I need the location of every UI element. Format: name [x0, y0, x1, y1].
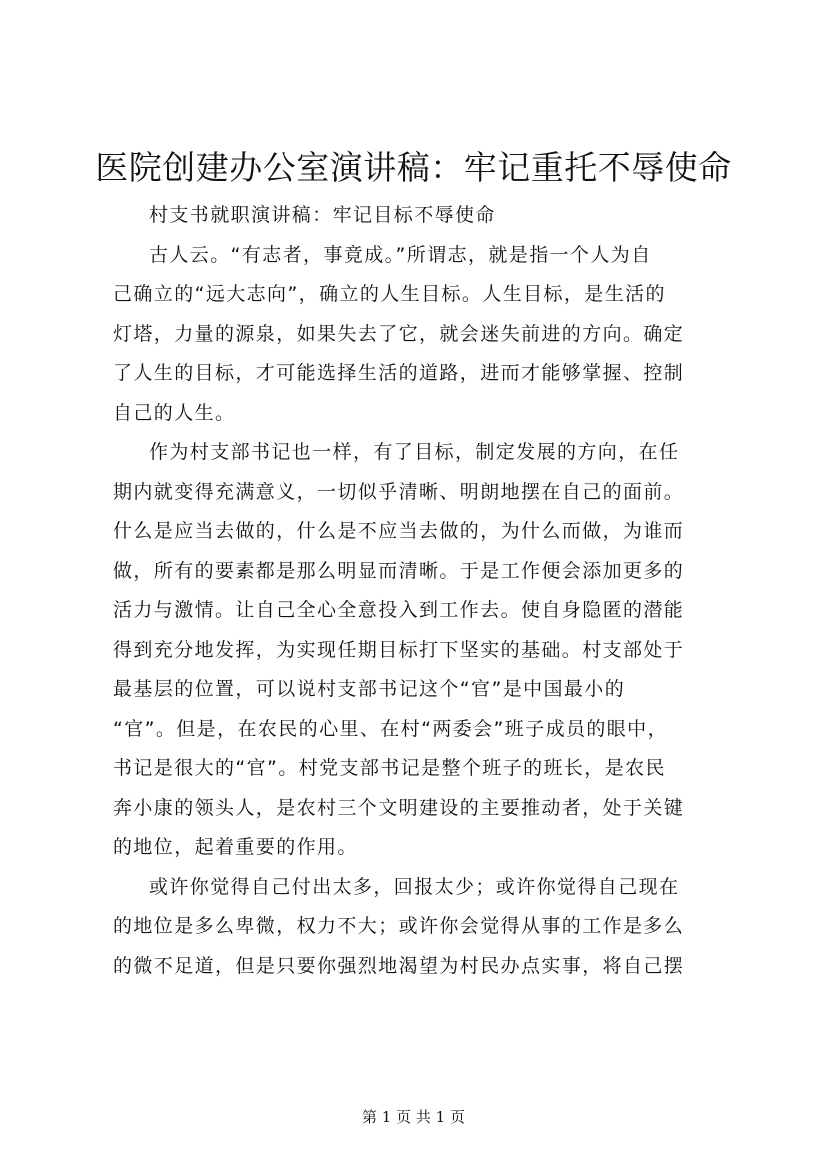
paragraph-line: 奔小康的领头人，是农村三个文明建设的主要推动者，处于关键: [113, 796, 685, 819]
paragraph-line: 做，所有的要素都是那么明显而清晰。于是工作便会添加更多的: [113, 559, 685, 582]
paragraph-line: 作为村支部书记也一样，有了目标，制定发展的方向，在任: [149, 441, 680, 463]
paragraph-line: 自己的人生。: [113, 401, 236, 424]
paragraph-line: “官”。但是，在农民的心里、在村“两委会”班子成员的眼中，: [113, 717, 668, 740]
paragraph-1: [113, 236, 733, 434]
paragraph-line: 活力与激情。让自己全心全意投入到工作去。使自身隐匿的潜能: [113, 599, 685, 621]
paragraph-line: 或许你觉得自己付出太多，回报太少；或许你觉得自己现在: [149, 875, 680, 898]
paragraph-line: 什么是应当去做的，什么是不应当去做的，为什么而做，为谁而: [113, 520, 685, 542]
page-number-footer: 第 1 页 共 1 页: [362, 1108, 465, 1126]
paragraph-line: 灯塔，力量的源泉，如果失去了它，就会迷失前进的方向。确定: [113, 322, 685, 345]
paragraph-line: 得到充分地发挥，为实现任期目标打下坚实的基础。村支部处于: [113, 638, 685, 661]
paragraph-line: 己确立的“远大志向”，确立的人生目标。人生目标，是生活的: [113, 283, 666, 305]
paragraph-3: [113, 868, 733, 987]
paragraph-line: 古人云。“有志者，事竟成。”所谓志，就是指一个人为自: [149, 243, 652, 266]
document-body: [113, 196, 733, 986]
paragraph-line: 最基层的位置，可以说村支部书记这个“官”是中国最小的: [113, 678, 626, 700]
paragraph-2: [113, 433, 733, 868]
paragraph-line: 了人生的目标，才可能选择生活的道路，进而才能够掌握、控制: [113, 362, 685, 384]
paragraph-line: 的微不足道，但是只要你强烈地渴望为村民办点实事，将自己摆: [113, 954, 685, 977]
paragraph-line: 的地位，起着重要的作用。: [113, 836, 358, 858]
paragraph-line: 书记是很大的“官”。村党支部书记是整个班子的班长，是农民: [113, 757, 666, 779]
document-subtitle: 村支书就职演讲稿：牢记目标不辱使命: [149, 204, 496, 226]
document-title: 医院创建办公室演讲稿：牢记重托不辱使命: [95, 148, 732, 187]
paragraph-line: 期内就变得充满意义，一切似乎清晰、明朗地摆在自己的面前。: [113, 480, 685, 503]
paragraph-line: 的地位是多么卑微，权力不大；或许你会觉得从事的工作是多么: [113, 915, 685, 937]
